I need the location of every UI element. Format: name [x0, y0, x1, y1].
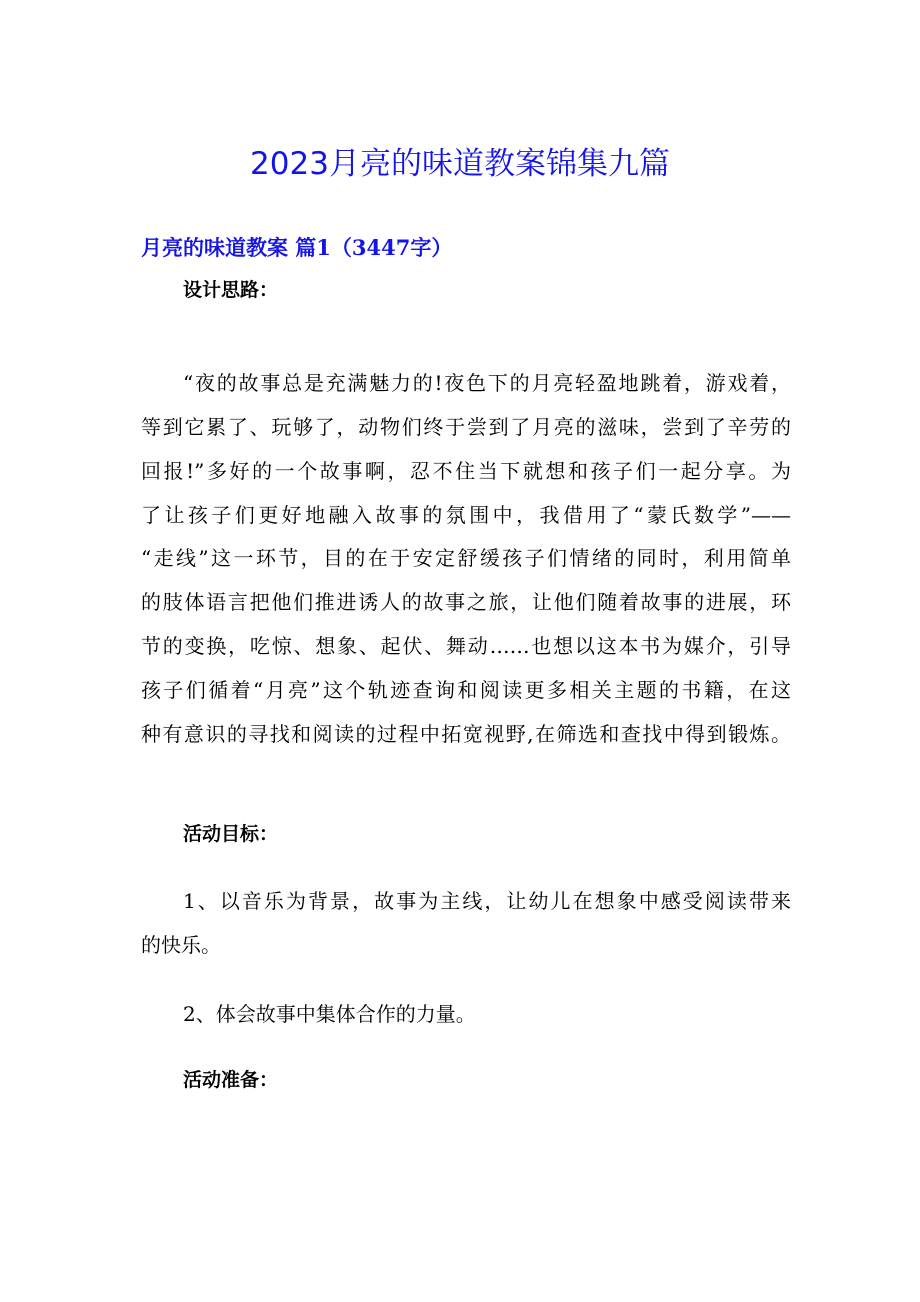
paragraph-line: 种有意识的寻找和阅读的过程中拓宽视野,在筛选和查找中得到锻炼。	[141, 722, 791, 746]
goal-item-1: 1、以音乐为背景，故事为主线，让幼儿在想象中感受阅读带来	[183, 889, 791, 913]
goals-heading: 活动目标：	[183, 823, 279, 845]
paragraph-line: “走线”这一环节，目的在于安定舒缓孩子们情绪的同时，利用简单	[141, 546, 791, 570]
paragraph-line: 节的变换，吃惊、想象、起伏、舞动……也想以这本书为媒介，引导	[141, 634, 791, 658]
paragraph-line: “夜的故事总是充满魅力的!夜色下的月亮轻盈地跳着，游戏着，	[183, 371, 791, 395]
paragraph-line: 等到它累了、玩够了，动物们终于尝到了月亮的滋味，尝到了辛劳的	[141, 415, 791, 439]
paragraph-line: 孩子们循着“月亮”这个轨迹查询和阅读更多相关主题的书籍，在这	[141, 678, 791, 702]
document-title: 2023月亮的味道教案锦集九篇	[250, 146, 670, 182]
paragraph-line: 的肢体语言把他们推进诱人的故事之旅，让他们随着故事的进展，环	[141, 590, 791, 614]
paragraph-line: 了让孩子们更好地融入故事的氛围中，我借用了“蒙氏数学”——	[141, 503, 791, 527]
paragraph-line: 回报!”多好的一个故事啊，忍不住当下就想和孩子们一起分享。为	[141, 459, 791, 483]
prep-heading: 活动准备：	[183, 1069, 279, 1091]
design-heading: 设计思路：	[183, 279, 279, 301]
section-title: 月亮的味道教案 篇1（3447字）	[141, 235, 453, 260]
goal-item-2: 2、体会故事中集体合作的力量。	[183, 1002, 476, 1026]
goal-item-1-cont: 的快乐。	[141, 933, 221, 957]
